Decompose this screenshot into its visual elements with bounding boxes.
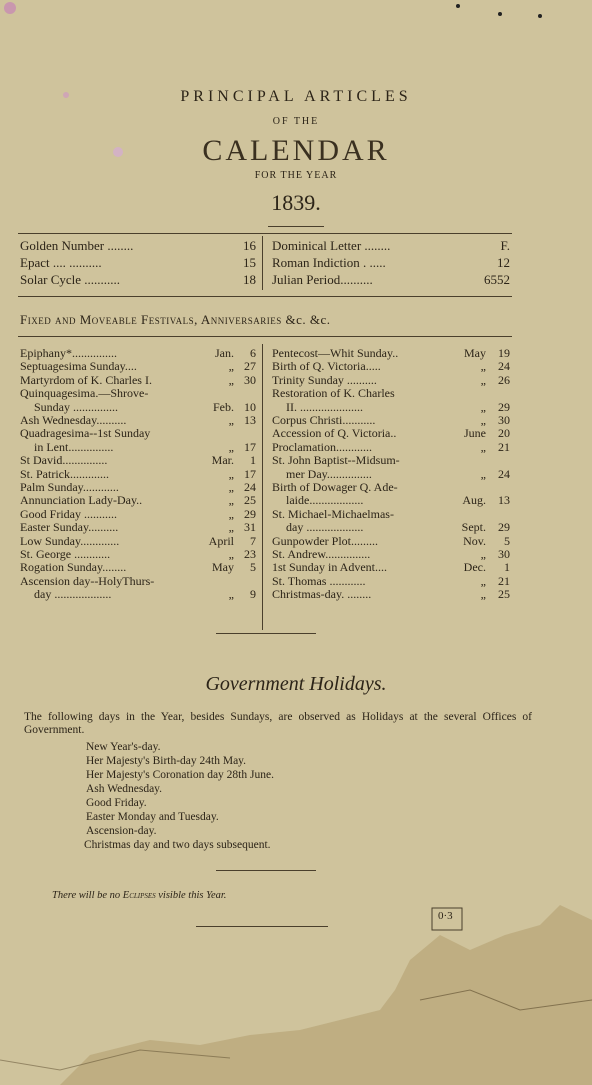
festival-day: 20 — [498, 426, 510, 441]
torn-corner — [60, 905, 592, 1085]
festival-day: 1 — [250, 453, 256, 468]
festival-name: day ................... — [34, 587, 112, 602]
festival-name: Palm Sunday............ — [20, 480, 119, 494]
festival-entry — [20, 494, 256, 507]
festival-month: „ — [228, 359, 234, 374]
festivals-divider — [262, 344, 263, 630]
festival-name: in Lent............... — [34, 439, 114, 454]
festival-entry — [272, 414, 510, 427]
festival-entry — [272, 347, 510, 360]
festival-month: „ — [480, 573, 486, 588]
festival-day: 5 — [250, 560, 256, 575]
header-ornament-rule — [268, 226, 324, 227]
festival-day: 17 — [244, 466, 256, 481]
festival-day: 29 — [498, 520, 510, 535]
festival-month: „ — [228, 587, 234, 602]
festival-month: „ — [228, 520, 234, 535]
festival-name: Accession of Q. Victoria.. — [272, 426, 397, 441]
festival-month: „ — [480, 587, 486, 602]
holiday-item: Ash Wednesday. — [86, 783, 163, 795]
festival-month: „ — [228, 372, 234, 387]
festival-name: II. ..................... — [286, 399, 363, 414]
festival-entry — [20, 468, 256, 481]
holiday-item: Easter Monday and Tuesday. — [86, 811, 219, 823]
festival-month: „ — [480, 359, 486, 374]
articles-divider — [262, 236, 263, 290]
holiday-item: Christmas day and two days subsequent. — [84, 839, 271, 851]
festival-name: Rogation Sunday........ — [20, 560, 127, 575]
festival-day: 27 — [244, 359, 256, 374]
festivals-bottom-rule — [216, 633, 316, 634]
festival-month: Jan. — [215, 346, 234, 360]
festival-day: 10 — [244, 399, 256, 414]
festival-month: „ — [228, 506, 234, 521]
corner-mark: 0·3 — [438, 910, 453, 922]
festival-entry — [272, 548, 510, 561]
festival-name: Birth of Q. Victoria..... — [272, 359, 381, 374]
header-calendar: CALENDAR — [202, 134, 390, 167]
festival-name: Quinquagesima.—Shrove- — [20, 386, 149, 401]
festival-day: 7 — [250, 533, 256, 548]
festival-name: mer Day............... — [286, 466, 372, 481]
government-intro: The following days in the Year, besides Sundays, are observed as Holidays at the several Offices of Government. — [24, 711, 532, 736]
festival-name: Proclamation............ — [272, 439, 372, 454]
festival-name: Restoration of K. Charles — [272, 386, 395, 401]
festival-month: „ — [480, 547, 486, 561]
festival-day: 29 — [498, 399, 510, 414]
festival-name: Birth of Dowager Q. Ade- — [272, 480, 398, 494]
festival-day: 23 — [244, 547, 256, 561]
festival-day: 19 — [498, 346, 510, 360]
festival-day: 30 — [498, 547, 510, 561]
festival-month: „ — [228, 413, 234, 427]
festival-entry — [20, 535, 256, 548]
festival-entry — [20, 414, 256, 427]
festival-name: St David............... — [20, 453, 108, 468]
festival-day: 24 — [244, 480, 256, 494]
festival-name: Trinity Sunday .......... — [272, 372, 377, 387]
festival-day: 1 — [504, 560, 510, 575]
festival-month: „ — [228, 439, 234, 454]
festival-month: „ — [480, 372, 486, 387]
festival-month: June — [464, 426, 486, 441]
festival-entry — [20, 454, 256, 467]
festival-name: Easter Sunday.......... — [20, 520, 119, 535]
festivals-title: Fixed and Moveable Festivals, Anniversaries &c. &c. — [20, 312, 331, 327]
festival-name: Annunciation Lady-Day.. — [20, 493, 143, 508]
festival-entry — [272, 427, 510, 440]
festival-name: Ash Wednesday.......... — [20, 413, 127, 427]
festival-month: Feb. — [213, 399, 234, 414]
festival-entry — [272, 441, 510, 454]
festival-entry — [20, 347, 256, 360]
festival-entry — [272, 387, 510, 414]
festival-entry — [272, 535, 510, 548]
festival-month: May — [464, 346, 486, 360]
articles-top-rule — [18, 233, 512, 234]
festival-month: Aug. — [462, 493, 486, 508]
festival-name: St. Patrick............. — [20, 466, 109, 481]
festival-entry — [272, 481, 510, 508]
festival-entry — [20, 360, 256, 373]
header-for-the-year: FOR THE YEAR — [254, 170, 338, 181]
festival-month: April — [208, 533, 234, 548]
festival-name: Epiphany*............... — [20, 346, 117, 360]
festival-name: Good Friday ........... — [20, 506, 117, 521]
festival-entry — [20, 427, 256, 454]
festival-entry — [272, 360, 510, 373]
festival-name: St. Michael-Michaelmas- — [272, 506, 394, 521]
festival-month: „ — [480, 413, 486, 427]
festival-name: Gunpowder Plot......... — [272, 533, 378, 548]
festival-name: Corpus Christi........... — [272, 413, 376, 427]
holiday-item: Good Friday. — [86, 797, 147, 809]
festival-name: Christmas-day. ........ — [272, 587, 372, 602]
festival-day: 29 — [244, 506, 256, 521]
holiday-item: Her Majesty's Coronation day 28th June. — [86, 769, 274, 781]
festival-entry — [272, 374, 510, 387]
festival-name: Martyrdom of K. Charles I. — [20, 372, 152, 387]
festival-day: 6 — [250, 346, 256, 360]
holidays-rule — [216, 870, 316, 871]
festival-name: laide.................. — [286, 493, 364, 508]
festival-entry — [20, 521, 256, 534]
festival-entry — [272, 575, 510, 588]
header-of-the: OF THE — [272, 116, 320, 127]
festival-name: St. George ............ — [20, 547, 111, 561]
festival-name: Pentecost—Whit Sunday.. — [272, 346, 399, 360]
articles-bottom-rule — [18, 296, 512, 297]
festival-entry — [20, 387, 256, 414]
festival-entry — [20, 374, 256, 387]
festival-entry — [20, 481, 256, 494]
festivals-top-rule — [18, 336, 512, 337]
festival-month: Dec. — [463, 560, 486, 575]
festival-entry — [20, 548, 256, 561]
festival-day: 21 — [498, 573, 510, 588]
festival-month: „ — [228, 480, 234, 494]
festival-name: Septuagesima Sunday.... — [20, 359, 137, 374]
festival-day: 31 — [244, 520, 256, 535]
festival-day: 26 — [498, 372, 510, 387]
festival-day: 30 — [498, 413, 510, 427]
festival-entry — [272, 454, 510, 481]
festival-name: St. John Baptist--Midsum- — [272, 453, 400, 468]
festival-month: Sept. — [461, 520, 486, 535]
festival-day: 25 — [498, 587, 510, 602]
festival-month: Mar. — [211, 453, 234, 468]
festival-month: „ — [480, 399, 486, 414]
festival-name: day ................... — [286, 520, 364, 535]
government-holidays-title: Government Holidays. — [205, 673, 387, 695]
final-rule — [196, 926, 328, 927]
header-title: PRINCIPAL ARTICLES — [180, 88, 412, 105]
festival-entry — [272, 508, 510, 535]
header-year: 1839. — [271, 190, 321, 215]
festival-entry — [20, 508, 256, 521]
festival-entry — [272, 588, 510, 601]
holiday-item: Her Majesty's Birth-day 24th May. — [86, 755, 247, 767]
festival-name: Quadragesima--1st Sunday — [20, 426, 151, 441]
festival-day: 5 — [504, 533, 510, 548]
festival-month: „ — [480, 439, 486, 454]
festival-entry — [20, 561, 256, 574]
festival-name: Sunday ............... — [34, 399, 118, 414]
festival-month: May — [212, 560, 234, 575]
festival-name: Ascension day--HolyThurs- — [20, 573, 155, 588]
festival-day: 24 — [498, 359, 510, 374]
festival-name: Low Sunday............. — [20, 533, 120, 548]
festival-month: „ — [480, 466, 486, 481]
festival-month: „ — [228, 466, 234, 481]
festival-name: St. Andrew............... — [272, 547, 371, 561]
festival-entry — [272, 561, 510, 574]
festival-month: Nov. — [463, 533, 486, 548]
festival-name: 1st Sunday in Advent.... — [272, 560, 388, 575]
festival-day: 13 — [498, 493, 510, 508]
festival-day: 21 — [498, 439, 510, 454]
festival-day: 13 — [244, 413, 256, 427]
holiday-item: New Year's-day. — [86, 741, 161, 753]
festival-entry — [20, 575, 256, 602]
festival-name: St. Thomas ............ — [272, 573, 366, 588]
festival-day: 17 — [244, 439, 256, 454]
festival-day: 25 — [244, 493, 256, 508]
eclipse-note: There will be no Eclipses visible this Year. — [52, 890, 227, 901]
festival-month: „ — [228, 493, 234, 508]
festival-day: 24 — [498, 466, 510, 481]
festival-month: „ — [228, 547, 234, 561]
festival-day: 9 — [250, 587, 256, 602]
holiday-item: Ascension-day. — [86, 825, 157, 837]
festival-day: 30 — [244, 372, 256, 387]
